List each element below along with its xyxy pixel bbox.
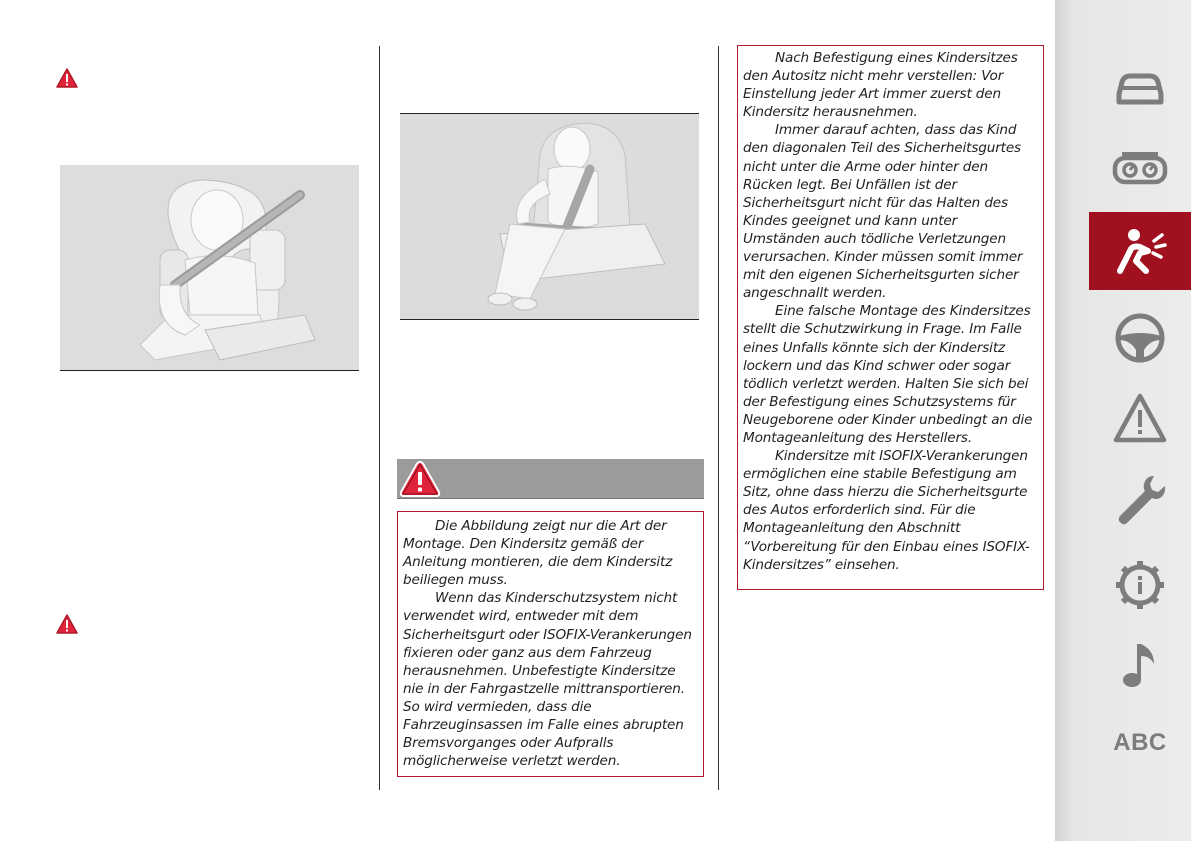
nav-item-dashboard[interactable] [1089,131,1191,209]
warning-text-box [737,45,1044,590]
music-note-icon [1110,634,1170,694]
airbag-person-icon [1110,221,1170,281]
illustration-underline [400,319,699,320]
nav-item-safety[interactable] [1089,212,1191,290]
illustration-underline [60,370,359,371]
dashboard-icon [1110,140,1170,200]
wrench-icon [1110,470,1170,530]
warning-paragraph: Nach Befestigung eines Kindersitzes den Autositz nicht mehr verstellen: Vor Einstellung jeder Art immer zuerst den Kindersitz herausnehmen. [743,50,1018,121]
column-divider [718,46,719,790]
nav-item-index[interactable] [1089,704,1191,782]
nav-item-vehicle[interactable] [1089,49,1191,127]
info-gear-icon [1110,553,1170,613]
car-icon [1110,58,1170,118]
warning-text-box [397,511,704,777]
child-booster-cushion-drawing [400,114,699,319]
index-abc-label: ABC [1113,729,1167,756]
nav-item-emergency[interactable] [1089,379,1191,457]
hazard-triangle-icon [1110,388,1170,448]
chapter-sidebar [1055,0,1191,841]
warning-paragraph: Immer darauf achten, dass das Kind den diagonalen Teil des Sicherheitsgurtes nicht unter die Arme oder hinter den Rücken legt. Bei Unfällen ist der Sicherheitsgurt nicht für das Halten des Kindes geeignet und kann unter Umständen auch tödliche Verletzungen verursachen. Kinder müssen somit immer mit den eigenen Sicherheitsgurten sicher angeschnallt werden. [743,122,1023,302]
warning-paragraph: Eine falsche Montage des Kindersitzes stellt die Schutzwirkung in Frage. Im Falle eines Unfalls könnte sich der Kindersitz lockern und das Kind schwer oder sogar tödlich verletzt werden. Halten Sie sich bei der Befestigung eines Schutzsystems für Neugeborene oder Kinder unbedingt an die Montageanleitung des Herstellers. [743,303,1033,446]
nav-item-multimedia[interactable] [1089,625,1191,703]
steering-wheel-icon [1110,306,1170,366]
warning-triangle-icon [56,614,78,634]
warning-paragraph: Kindersitze mit ISOFIX-Verankerungen ermöglichen eine stabile Befestigung am Sitz, ohne dass hierzu die Sicherheitsgurte des Autos erforderlich sind. Für die Montageanleitung den Abschnitt “Vorbereitung für den Einbau eines ISOFIX-Kindersitzes” einsehen. [743,448,1030,573]
nav-item-technical-data[interactable] [1089,544,1191,622]
booster-seat-illustration [60,165,359,370]
booster-cushion-illustration [400,114,699,319]
warning-paragraph: Die Abbildung zeigt nur die Art der Montage. Den Kindersitz gemäß der Anleitung montieren, die dem Kindersitz beiliegen muss. [403,518,673,589]
column-divider [379,46,380,790]
warning-triangle-icon [399,460,441,498]
warning-triangle-icon [56,68,78,88]
nav-item-maintenance[interactable] [1089,461,1191,539]
warning-header-bar [397,459,704,499]
nav-item-driving[interactable] [1089,297,1191,375]
warning-paragraph: Wenn das Kinderschutzsystem nicht verwendet wird, entweder mit dem Sicherheitsgurt oder ISOFIX-Verankerungen fixieren oder ganz aus dem Fahrzeug herausnehmen. Unbefestigte Kindersitze nie in der Fahrgastzelle mittransportieren. So wird vermieden, dass die Fahrzeuginsassen im Falle eines abrupten Bremsvorganges oder Aufpralls möglicherweise verletzt werden. [403,590,692,770]
child-booster-seat-drawing [60,165,359,370]
